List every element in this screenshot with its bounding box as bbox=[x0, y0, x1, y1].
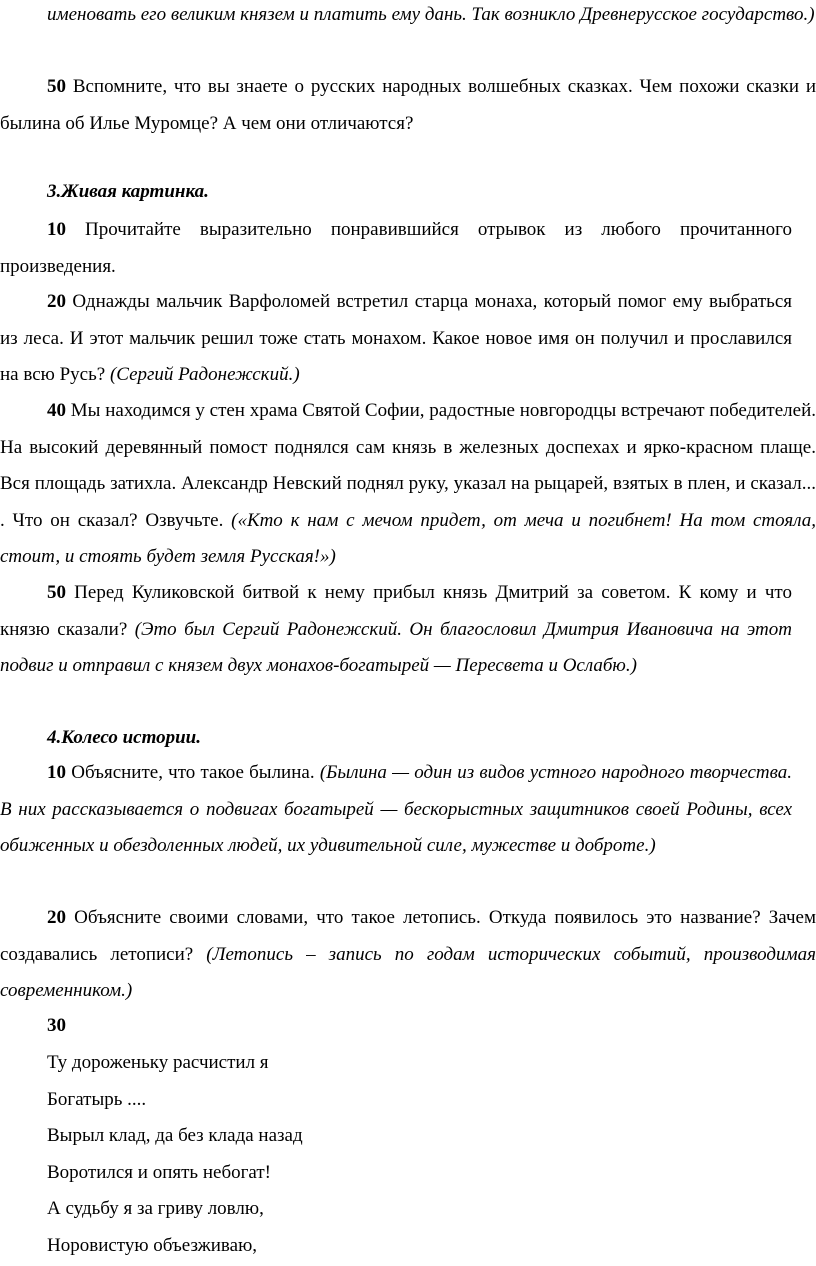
poem-line: Вырыл клад, да без клада назад bbox=[47, 1125, 303, 1146]
question-50b bbox=[0, 575, 792, 685]
section-heading-4: 4.Колесо истории. bbox=[47, 727, 201, 748]
question-text: Объясните, что такое былина. bbox=[66, 762, 320, 783]
question-text: Перед Куликовской битвой к нему прибыл князь Дмитрий за советом. К кому и что князю сказали? bbox=[0, 582, 792, 640]
poem-block bbox=[47, 1045, 303, 1264]
answer-text: («Кто к нам с мечом придет, от меча и погибнет! На том стояла, стоит, и стоять будет земля Русская!») bbox=[0, 509, 816, 567]
question-30-points: 30 bbox=[47, 1015, 66, 1036]
question-text: Однажды мальчик Варфоломей встретил старца монаха, который помог ему выбраться из леса. И этот мальчик решил тоже стать монахом. Какое новое имя он получил и прославился на всю Русь? bbox=[0, 291, 792, 385]
question-points: 10 bbox=[47, 219, 66, 240]
question-text: Объясните своими словами, что такое летопись. Откуда появилось это название? Зачем создавались летописи? bbox=[0, 907, 816, 965]
intro-text: именовать его великим князем и платить ему дань. Так возникло Древнерусское государство.) bbox=[47, 4, 815, 25]
poem-line: Ту дороженьку расчистил я bbox=[47, 1052, 269, 1073]
poem-line: А судьбу я за гриву ловлю, bbox=[47, 1198, 264, 1219]
question-40 bbox=[0, 393, 816, 576]
poem-line: Богатырь .... bbox=[47, 1088, 147, 1110]
question-10a bbox=[0, 212, 792, 285]
question-20a bbox=[0, 284, 792, 394]
question-points: 20 bbox=[47, 907, 66, 928]
question-text: Мы находимся у стен храма Святой Софии, радостные новгородцы встречают победителей. На высокий деревянный помост поднялся сам князь в железных доспехах и ярко-красном плаще. Вся площадь затихла. Александр Невский поднял руку, указал на рыцарей, взятых в плен, и сказал... . Что он сказал? Озвучьте. bbox=[0, 400, 816, 531]
question-points: 20 bbox=[47, 291, 66, 312]
answer-text: (Сергий Радонежский.) bbox=[109, 364, 300, 385]
question-20b bbox=[0, 900, 816, 1010]
question-50a bbox=[0, 69, 816, 142]
answer-text: (Это был Сергий Радонежский. Он благословил Дмитрия Ивановича на этот подвиг и отправил с князем двух монахов-богатырей — Пересвета и Ослабю.) bbox=[0, 618, 792, 676]
answer-text: (Былина — один из видов устного народного творчества. В них рассказывается о подвигах богатырей — бескорыстных защитников своей Родины, всех обиженных и обездоленных людей, их удивительной силе, мужестве и доброте.) bbox=[0, 762, 792, 856]
poem-line: Воротился и опять небогат! bbox=[47, 1161, 271, 1183]
intro-paragraph-tail bbox=[0, 0, 816, 34]
question-10b bbox=[0, 755, 792, 865]
question-text: Вспомните, что вы знаете о русских народных волшебных сказках. Чем похожи сказки и былина об Илье Муромце? А чем они отличаются? bbox=[0, 76, 816, 134]
section-heading-3: 3.Живая картинка. bbox=[47, 181, 209, 202]
question-points: 50 bbox=[47, 76, 66, 97]
answer-text: (Летопись – запись по годам исторических событий, производимая современником.) bbox=[0, 943, 816, 1001]
question-points: 40 bbox=[47, 400, 66, 421]
question-points: 50 bbox=[47, 582, 66, 603]
question-text: Прочитайте выразительно понравившийся отрывок из любого прочитанного произведения. bbox=[0, 219, 792, 277]
question-points: 10 bbox=[47, 762, 66, 783]
poem-line: Норовистую объезживаю, bbox=[47, 1234, 258, 1256]
